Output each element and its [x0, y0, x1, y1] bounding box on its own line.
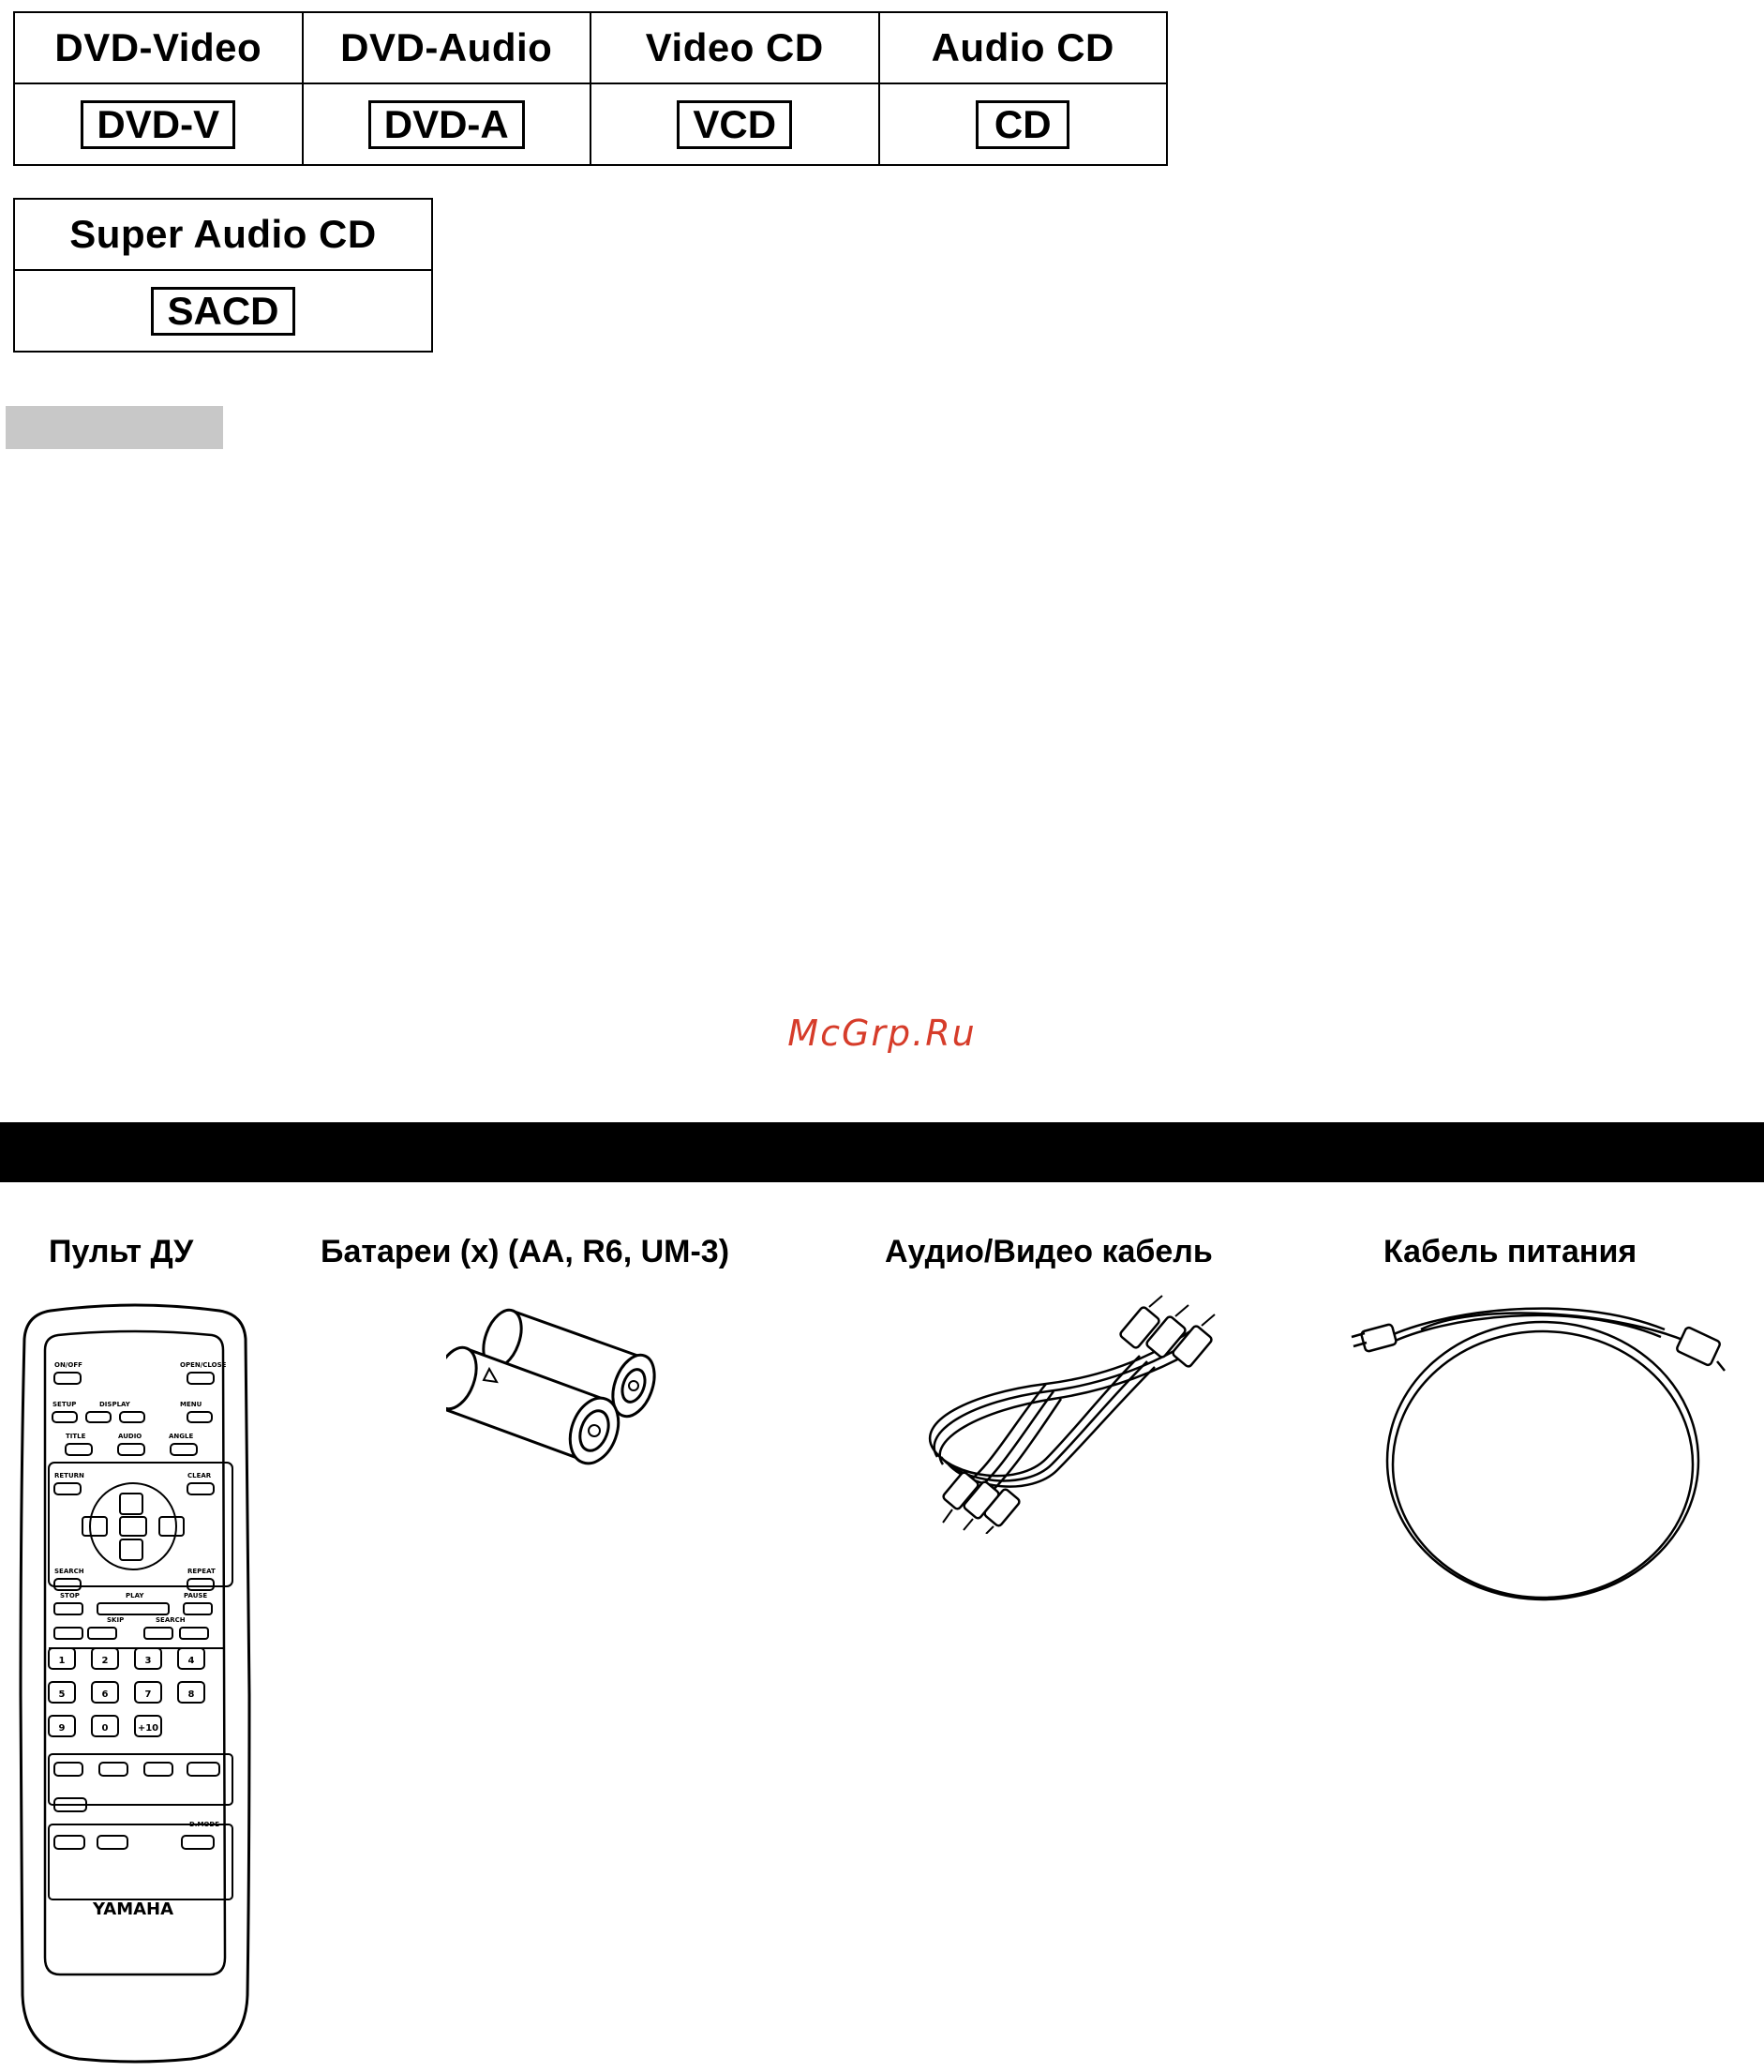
remote-key-label: 5 — [58, 1689, 66, 1700]
format-header-super-audio-cd: Super Audio CD — [14, 199, 432, 270]
format-cell — [303, 83, 591, 165]
svg-text:SETUP: SETUP — [52, 1401, 77, 1408]
svg-text:ANGLE: ANGLE — [169, 1433, 194, 1440]
format-cell — [14, 83, 303, 165]
svg-text:PLAY: PLAY — [126, 1592, 144, 1599]
remote-key-label: +10 — [137, 1723, 159, 1734]
remote-control-icon — [13, 1301, 257, 2066]
format-tag-cd: CD — [976, 100, 1069, 149]
accessory-label-av-cable: Аудио/Видео кабель — [885, 1234, 1213, 1269]
disc-format-header-row — [14, 12, 1167, 83]
format-tag-sacd: SACD — [151, 287, 294, 336]
format-cell — [590, 83, 879, 165]
svg-text:STOP: STOP — [60, 1592, 80, 1599]
remote-key-label: 3 — [144, 1656, 152, 1666]
remote-key-label: 7 — [144, 1689, 152, 1700]
svg-text:OPEN/CLOSE: OPEN/CLOSE — [180, 1361, 227, 1369]
sacd-header-row — [14, 199, 432, 270]
remote-key-label: 1 — [58, 1656, 66, 1666]
remote-key-label: 8 — [187, 1689, 195, 1700]
section-heading-bar — [6, 406, 223, 449]
format-tag-vcd: VCD — [677, 100, 792, 149]
av-cable-icon — [896, 1290, 1252, 1534]
accessory-label-power-cable: Кабель питания — [1383, 1234, 1637, 1269]
format-tag-dvd-v: DVD-V — [81, 100, 235, 149]
svg-text:REPEAT: REPEAT — [187, 1568, 216, 1575]
batteries-icon — [446, 1292, 718, 1470]
svg-text:ON/OFF: ON/OFF — [54, 1361, 82, 1369]
format-cell — [879, 83, 1168, 165]
format-header-video-cd: Video CD — [590, 12, 879, 83]
svg-text:CLEAR: CLEAR — [187, 1472, 212, 1479]
sacd-format-table — [13, 198, 433, 353]
format-header-dvd-video: DVD-Video — [14, 12, 303, 83]
section-band — [0, 1122, 1764, 1182]
disc-format-tag-row — [14, 83, 1167, 165]
remote-key-label: 6 — [101, 1689, 109, 1700]
svg-text:RETURN: RETURN — [54, 1472, 84, 1479]
svg-text:D.MODE: D.MODE — [189, 1821, 219, 1828]
format-tag-dvd-a: DVD-A — [368, 100, 525, 149]
remote-brand-logo: YAMAHA — [92, 1899, 174, 1919]
format-cell — [14, 270, 432, 352]
svg-text:SKIP: SKIP — [107, 1616, 125, 1624]
accessory-label-batteries: Батареи (x) (AA, R6, UM-3) — [321, 1234, 730, 1269]
svg-text:SEARCH: SEARCH — [54, 1568, 84, 1575]
disc-format-table — [13, 11, 1168, 166]
remote-key-label: 9 — [58, 1723, 66, 1734]
remote-key-label: 2 — [101, 1656, 109, 1666]
svg-text:AUDIO: AUDIO — [118, 1433, 142, 1440]
remote-key-label: 0 — [101, 1723, 109, 1734]
accessory-label-remote: Пульт ДУ — [49, 1234, 194, 1269]
sacd-tag-row — [14, 270, 432, 352]
svg-text:TITLE: TITLE — [66, 1433, 86, 1440]
svg-text:DISPLAY: DISPLAY — [99, 1401, 130, 1408]
svg-text:PAUSE: PAUSE — [184, 1592, 208, 1599]
power-cable-icon — [1346, 1292, 1740, 1601]
svg-text:SEARCH: SEARCH — [156, 1616, 186, 1624]
watermark: McGrp.Ru — [787, 1013, 977, 1054]
svg-text:MENU: MENU — [180, 1401, 202, 1408]
format-header-audio-cd: Audio CD — [879, 12, 1168, 83]
remote-key-label: 4 — [187, 1656, 195, 1666]
format-header-dvd-audio: DVD-Audio — [303, 12, 591, 83]
